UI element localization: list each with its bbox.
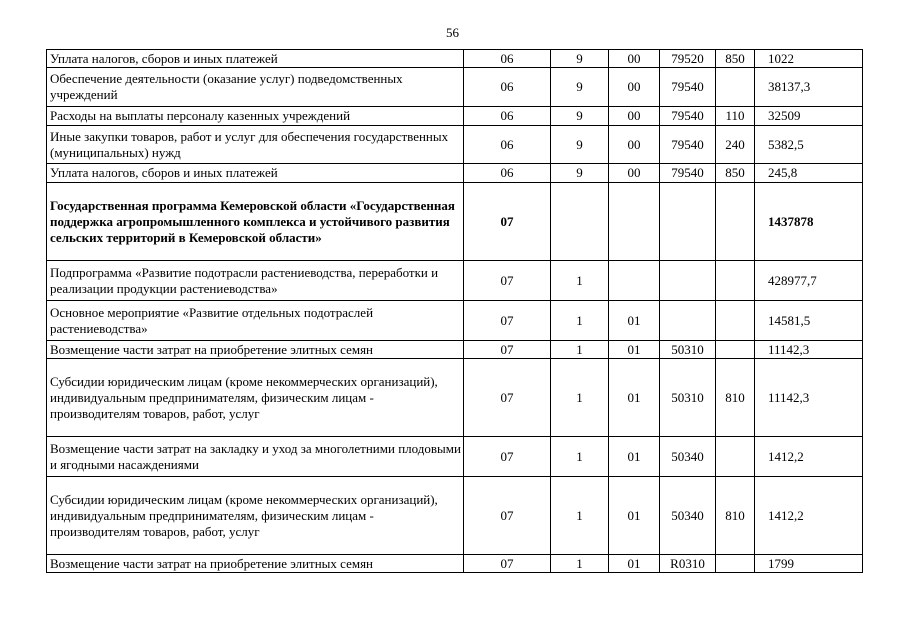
table-row bbox=[47, 437, 863, 477]
target-code-cell: 79540 bbox=[660, 68, 716, 107]
table-row bbox=[47, 107, 863, 126]
section-code-cell: 07 bbox=[464, 301, 551, 341]
program-code-cell: 01 bbox=[609, 301, 660, 341]
program-code-cell: 01 bbox=[609, 437, 660, 477]
row-name-cell: Возмещение части затрат на закладку и уход за многолетними плодовыми и ягодными насаждениями bbox=[47, 437, 464, 477]
subsection-code-cell bbox=[551, 183, 609, 261]
row-name-cell: Субсидии юридическим лицам (кроме некоммерческих организаций), индивидуальным предпринимателям, физическим лицам - производителям товаров, работ, услуг bbox=[47, 477, 464, 555]
program-code-cell: 00 bbox=[609, 164, 660, 183]
expense-type-cell: 110 bbox=[716, 107, 755, 126]
subsection-code-cell: 9 bbox=[551, 107, 609, 126]
row-name-cell: Подпрограмма «Развитие подотрасли растениеводства, переработки и реализации продукции растениеводства» bbox=[47, 261, 464, 301]
subsection-code-cell: 9 bbox=[551, 50, 609, 68]
target-code-cell: 79540 bbox=[660, 126, 716, 164]
subsection-code-cell: 9 bbox=[551, 126, 609, 164]
section-code-cell: 06 bbox=[464, 50, 551, 68]
amount-cell: 1437878 bbox=[755, 183, 863, 261]
subsection-code-cell: 1 bbox=[551, 341, 609, 359]
amount-cell: 38137,3 bbox=[755, 68, 863, 107]
table-row bbox=[47, 555, 863, 573]
table-row bbox=[47, 261, 863, 301]
row-name-cell: Иные закупки товаров, работ и услуг для обеспечения государственных (муниципальных) нужд bbox=[47, 126, 464, 164]
amount-cell: 1799 bbox=[755, 555, 863, 573]
section-code-cell: 07 bbox=[464, 437, 551, 477]
table-row bbox=[47, 126, 863, 164]
expense-type-cell: 240 bbox=[716, 126, 755, 164]
table-row bbox=[47, 164, 863, 183]
section-code-cell: 06 bbox=[464, 107, 551, 126]
program-code-cell: 01 bbox=[609, 555, 660, 573]
row-name-cell: Возмещение части затрат на приобретение элитных семян bbox=[47, 555, 464, 573]
subsection-code-cell: 9 bbox=[551, 68, 609, 107]
section-code-cell: 07 bbox=[464, 341, 551, 359]
expense-type-cell: 810 bbox=[716, 477, 755, 555]
amount-cell: 1412,2 bbox=[755, 477, 863, 555]
expense-type-cell bbox=[716, 68, 755, 107]
subsection-code-cell: 1 bbox=[551, 477, 609, 555]
program-code-cell: 00 bbox=[609, 107, 660, 126]
section-code-cell: 06 bbox=[464, 68, 551, 107]
program-code-cell bbox=[609, 261, 660, 301]
expense-type-cell bbox=[716, 555, 755, 573]
amount-cell: 1022 bbox=[755, 50, 863, 68]
program-code-cell: 00 bbox=[609, 126, 660, 164]
program-code-cell: 00 bbox=[609, 50, 660, 68]
table-row bbox=[47, 341, 863, 359]
amount-cell: 245,8 bbox=[755, 164, 863, 183]
amount-cell: 11142,3 bbox=[755, 341, 863, 359]
row-name-cell: Возмещение части затрат на приобретение элитных семян bbox=[47, 341, 464, 359]
table-row bbox=[47, 183, 863, 261]
section-code-cell: 07 bbox=[464, 261, 551, 301]
program-code-cell: 01 bbox=[609, 477, 660, 555]
target-code-cell: 50310 bbox=[660, 359, 716, 437]
target-code-cell: 50310 bbox=[660, 341, 716, 359]
page-number: 56 bbox=[446, 25, 459, 40]
section-code-cell: 07 bbox=[464, 477, 551, 555]
table-row bbox=[47, 301, 863, 341]
program-code-cell: 00 bbox=[609, 68, 660, 107]
table-row bbox=[47, 477, 863, 555]
target-code-cell: 50340 bbox=[660, 477, 716, 555]
section-code-cell: 06 bbox=[464, 126, 551, 164]
target-code-cell bbox=[660, 261, 716, 301]
amount-cell: 428977,7 bbox=[755, 261, 863, 301]
subsection-code-cell: 1 bbox=[551, 261, 609, 301]
row-name-cell: Уплата налогов, сборов и иных платежей bbox=[47, 164, 464, 183]
expense-type-cell bbox=[716, 301, 755, 341]
subsection-code-cell: 1 bbox=[551, 359, 609, 437]
target-code-cell: 79540 bbox=[660, 107, 716, 126]
subsection-code-cell: 1 bbox=[551, 301, 609, 341]
table-row bbox=[47, 359, 863, 437]
target-code-cell bbox=[660, 301, 716, 341]
program-code-cell: 01 bbox=[609, 341, 660, 359]
table-row bbox=[47, 50, 863, 68]
expense-type-cell bbox=[716, 437, 755, 477]
expense-type-cell: 850 bbox=[716, 164, 755, 183]
target-code-cell bbox=[660, 183, 716, 261]
row-name-cell: Субсидии юридическим лицам (кроме некоммерческих организаций), индивидуальным предпринимателям, физическим лицам - производителям товаров, работ, услуг bbox=[47, 359, 464, 437]
target-code-cell: R0310 bbox=[660, 555, 716, 573]
row-name-cell: Обеспечение деятельности (оказание услуг) подведомственных учреждений bbox=[47, 68, 464, 107]
amount-cell: 11142,3 bbox=[755, 359, 863, 437]
expense-type-cell bbox=[716, 261, 755, 301]
budget-table bbox=[46, 49, 863, 573]
program-code-cell: 01 bbox=[609, 359, 660, 437]
amount-cell: 14581,5 bbox=[755, 301, 863, 341]
subsection-code-cell: 1 bbox=[551, 555, 609, 573]
target-code-cell: 79520 bbox=[660, 50, 716, 68]
program-code-cell bbox=[609, 183, 660, 261]
row-name-cell: Государственная программа Кемеровской области «Государственная поддержка агропромышленного комплекса и устойчивого развития сельских территорий в Кемеровской области» bbox=[47, 183, 464, 261]
row-name-cell: Расходы на выплаты персоналу казенных учреждений bbox=[47, 107, 464, 126]
expense-type-cell bbox=[716, 341, 755, 359]
subsection-code-cell: 1 bbox=[551, 437, 609, 477]
expense-type-cell bbox=[716, 183, 755, 261]
amount-cell: 32509 bbox=[755, 107, 863, 126]
section-code-cell: 06 bbox=[464, 164, 551, 183]
section-code-cell: 07 bbox=[464, 183, 551, 261]
expense-type-cell: 810 bbox=[716, 359, 755, 437]
row-name-cell: Основное мероприятие «Развитие отдельных подотраслей растениеводства» bbox=[47, 301, 464, 341]
section-code-cell: 07 bbox=[464, 359, 551, 437]
table-row bbox=[47, 68, 863, 107]
table-body bbox=[47, 50, 863, 573]
target-code-cell: 50340 bbox=[660, 437, 716, 477]
expense-type-cell: 850 bbox=[716, 50, 755, 68]
subsection-code-cell: 9 bbox=[551, 164, 609, 183]
row-name-cell: Уплата налогов, сборов и иных платежей bbox=[47, 50, 464, 68]
section-code-cell: 07 bbox=[464, 555, 551, 573]
amount-cell: 5382,5 bbox=[755, 126, 863, 164]
target-code-cell: 79540 bbox=[660, 164, 716, 183]
amount-cell: 1412,2 bbox=[755, 437, 863, 477]
